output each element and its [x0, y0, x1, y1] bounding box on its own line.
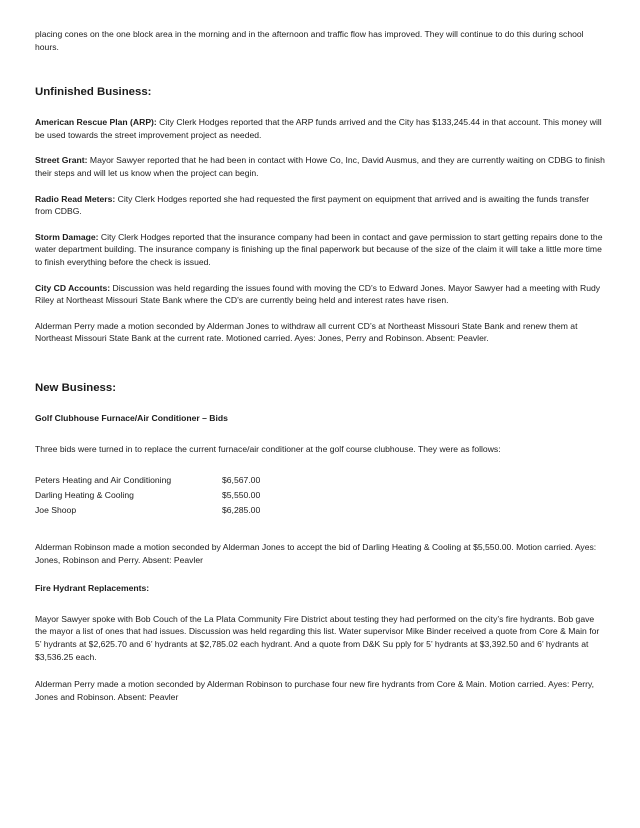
cd-motion-paragraph: Alderman Perry made a motion seconded by Alderman Jones to withdraw all current CD’s at Northeast Missouri State Bank and renew them at Northeast Missouri State Bank at the current rate. Motioned carried. Ayes: Jones, Perry and Robinson. Absent: Peavler. [35, 320, 578, 344]
radio-read-label: Radio Read Meters: [35, 193, 116, 204]
fire-hydrant-paragraph: Mayor Sawyer spoke with Bob Couch of the La Plata Community Fire District about testing they had performed on the city’s fire hydrants. Bob gave the mayor a list of ones that had issues. Discussion was held regarding this list. Water supervisor Mike Binder received a quote from Core & Main for 5’ hydrants at $2,625.70 and 6’ hydrants at $2,785.02 each hydrant. And a quote from D&K Su pply for 5’ hydrants at $3,392.50 and 6’ hydrants at $3,536.25 each. [35, 613, 600, 662]
fire-hydrant-subheading: Fire Hydrant Replacements: [35, 583, 150, 594]
bids-intro-paragraph: Three bids were turned in to replace the current furnace/air conditioner at the golf course clubhouse. They were as follows: [35, 443, 501, 454]
arp-text: City Clerk Hodges reported that the ARP funds arrived and the City has $133,245.44 in that account. This money will be used towards the street improvement project as needed. [35, 117, 602, 140]
bid-amount: $6,567.00 [222, 475, 261, 486]
arp-item [35, 116, 605, 141]
fire-hydrant-motion-paragraph: Alderman Perry made a motion seconded by Alderman Robinson to purchase four new fire hydrants from Core & Main. Motion carried. Ayes: Perry, Jones and Robinson. Absent: Peavler [35, 679, 595, 702]
street-grant-label: Street Grant: [35, 155, 88, 166]
radio-read-item [35, 193, 605, 218]
street-grant-text: Mayor Sawyer reported that he had been in contact with Howe Co, Inc, David Ausmus, and they are currently waiting on CDBG to finish their steps and will let us know when the project can begin. [35, 155, 605, 178]
unfinished-business-heading: Unfinished Business: [35, 86, 152, 99]
bids-list [35, 474, 605, 519]
bid-row [35, 474, 605, 489]
bid-name: Joe Shoop [35, 505, 77, 516]
storm-damage-text: City Clerk Hodges reported that the insurance company had been in contact and gave permission to start getting repairs done to the water department building. The insurance company is finishing up the final paperwork but because of the size of the claim it will take a little more time to finish everything before the check is issued. [35, 231, 603, 267]
cd-accounts-label: City CD Accounts: [35, 282, 111, 293]
storm-damage-item [35, 231, 605, 269]
bid-amount: $5,550.00 [222, 490, 261, 501]
radio-read-text: City Clerk Hodges reported she had requested the first payment on equipment that arrived and is awaiting the funds transfer from CDBG. [35, 193, 590, 217]
street-grant-item [35, 154, 605, 179]
intro-paragraph: placing cones on the one block area in the morning and in the afternoon and traffic flow has improved. They will continue to do this during school hours. [35, 29, 584, 52]
bid-row [35, 489, 605, 504]
bid-name: Peters Heating and Air Conditioning [35, 475, 172, 486]
bid-amount: $6,285.00 [222, 505, 261, 516]
minutes-page [35, 28, 605, 703]
bid-row [35, 504, 605, 519]
storm-damage-label: Storm Damage: [35, 231, 99, 242]
arp-label: American Rescue Plan (ARP): [35, 117, 157, 128]
golf-motion-paragraph: Alderman Robinson made a motion seconded by Alderman Jones to accept the bid of Darling Heating & Cooling at $5,550.00. Motion carried. Ayes: Jones, Robinson and Perry. Absent: Peavler [35, 542, 597, 565]
cd-accounts-item [35, 282, 605, 307]
bid-name: Darling Heating & Cooling [35, 490, 134, 501]
cd-accounts-text: Discussion was held regarding the issues found with moving the CD’s to Edward Jones. Mayor Sawyer had a meeting with Rudy Riley at Northeast Missouri State Bank where the CD’s are currently being held and interest rates have risen. [35, 282, 601, 306]
golf-subheading: Golf Clubhouse Furnace/Air Conditioner – Bids [35, 412, 228, 423]
new-business-heading: New Business: [35, 381, 117, 394]
